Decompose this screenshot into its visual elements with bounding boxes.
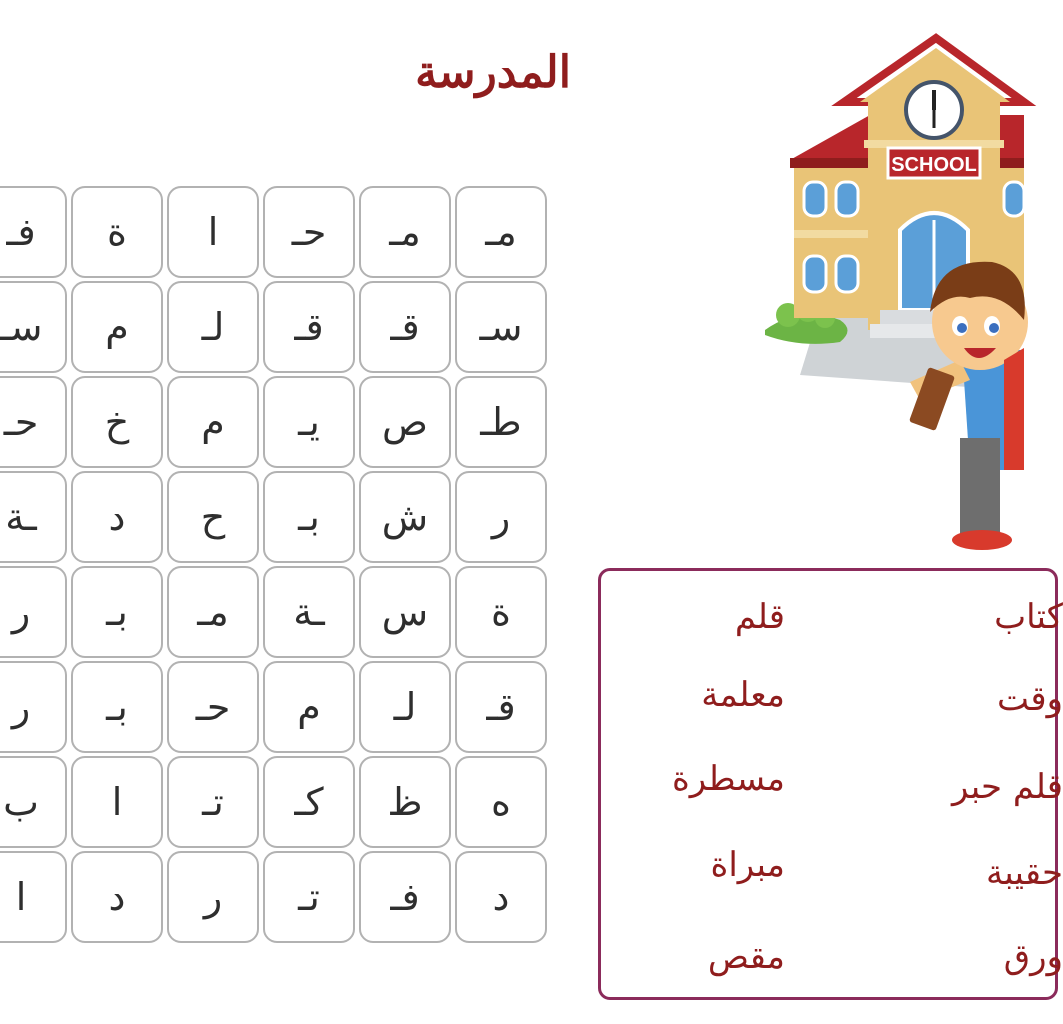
grid-cell[interactable]: م <box>263 661 355 753</box>
word-list-item: مقص <box>707 937 785 977</box>
grid-cell[interactable]: د <box>71 851 163 943</box>
grid-cell[interactable]: ه <box>455 756 547 848</box>
grid-cell[interactable]: حـ <box>167 661 259 753</box>
grid-cell[interactable]: كـ <box>263 756 355 848</box>
grid-cell[interactable]: تـ <box>263 851 355 943</box>
grid-cell[interactable]: ر <box>0 661 67 753</box>
word-list-item: ورق <box>1003 937 1063 977</box>
grid-cell[interactable]: بـ <box>71 566 163 658</box>
page-title: المدرسة <box>415 47 571 98</box>
word-list-box <box>598 568 1063 1000</box>
word-list-item: مسطرة <box>671 759 785 799</box>
word-list-item: مبراة <box>710 845 785 885</box>
word-list-item: قلم حبر <box>952 767 1063 807</box>
grid-cell[interactable]: ا <box>0 851 67 943</box>
grid-cell[interactable]: ح <box>167 471 259 563</box>
grid-cell[interactable]: حـ <box>263 186 355 278</box>
grid-cell[interactable]: ة <box>455 566 547 658</box>
grid-cell[interactable]: د <box>71 471 163 563</box>
grid-cell[interactable]: قـ <box>359 281 451 373</box>
grid-cell[interactable]: م <box>71 281 163 373</box>
grid-cell[interactable]: بـ <box>263 471 355 563</box>
grid-cell[interactable]: ـة <box>263 566 355 658</box>
grid-cell[interactable]: تـ <box>167 756 259 848</box>
grid-cell[interactable]: سـ <box>0 281 67 373</box>
word-list-item: معلمة <box>701 675 785 715</box>
grid-cell[interactable]: س <box>359 566 451 658</box>
grid-cell[interactable]: ر <box>167 851 259 943</box>
grid-cell[interactable]: م <box>167 376 259 468</box>
grid-cell[interactable]: فـ <box>359 851 451 943</box>
grid-cell[interactable]: حـ <box>0 376 67 468</box>
grid-cell[interactable]: ا <box>71 756 163 848</box>
grid-cell[interactable]: خ <box>71 376 163 468</box>
school-illustration <box>760 30 1024 550</box>
word-list-item: حقيبة <box>986 853 1063 893</box>
grid-cell[interactable]: ا <box>167 186 259 278</box>
word-list-item: كتاب <box>994 597 1063 637</box>
grid-cell[interactable]: لـ <box>167 281 259 373</box>
school-sign-text: SCHOOL <box>891 154 977 176</box>
grid-cell[interactable]: ب <box>0 756 67 848</box>
word-list-item: وقت <box>996 679 1063 719</box>
school-with-boy-image <box>760 30 1024 550</box>
grid-cell[interactable]: ة <box>71 186 163 278</box>
grid-cell[interactable]: قـ <box>263 281 355 373</box>
grid-cell[interactable]: طـ <box>455 376 547 468</box>
grid-cell[interactable]: فـ <box>0 186 67 278</box>
grid-cell[interactable]: ر <box>455 471 547 563</box>
grid-cell[interactable]: لـ <box>359 661 451 753</box>
grid-cell[interactable]: ش <box>359 471 451 563</box>
grid-cell[interactable]: قـ <box>455 661 547 753</box>
word-search-grid <box>0 186 547 943</box>
grid-cell[interactable]: ص <box>359 376 451 468</box>
grid-cell[interactable]: مـ <box>167 566 259 658</box>
grid-cell[interactable]: ظ <box>359 756 451 848</box>
grid-cell[interactable]: مـ <box>359 186 451 278</box>
grid-cell[interactable]: مـ <box>455 186 547 278</box>
grid-cell[interactable]: يـ <box>263 376 355 468</box>
grid-cell[interactable]: د <box>455 851 547 943</box>
word-list-item: قلم <box>734 597 785 637</box>
grid-cell[interactable]: ر <box>0 566 67 658</box>
grid-cell[interactable]: سـ <box>455 281 547 373</box>
grid-cell[interactable]: ـة <box>0 471 67 563</box>
grid-cell[interactable]: بـ <box>71 661 163 753</box>
